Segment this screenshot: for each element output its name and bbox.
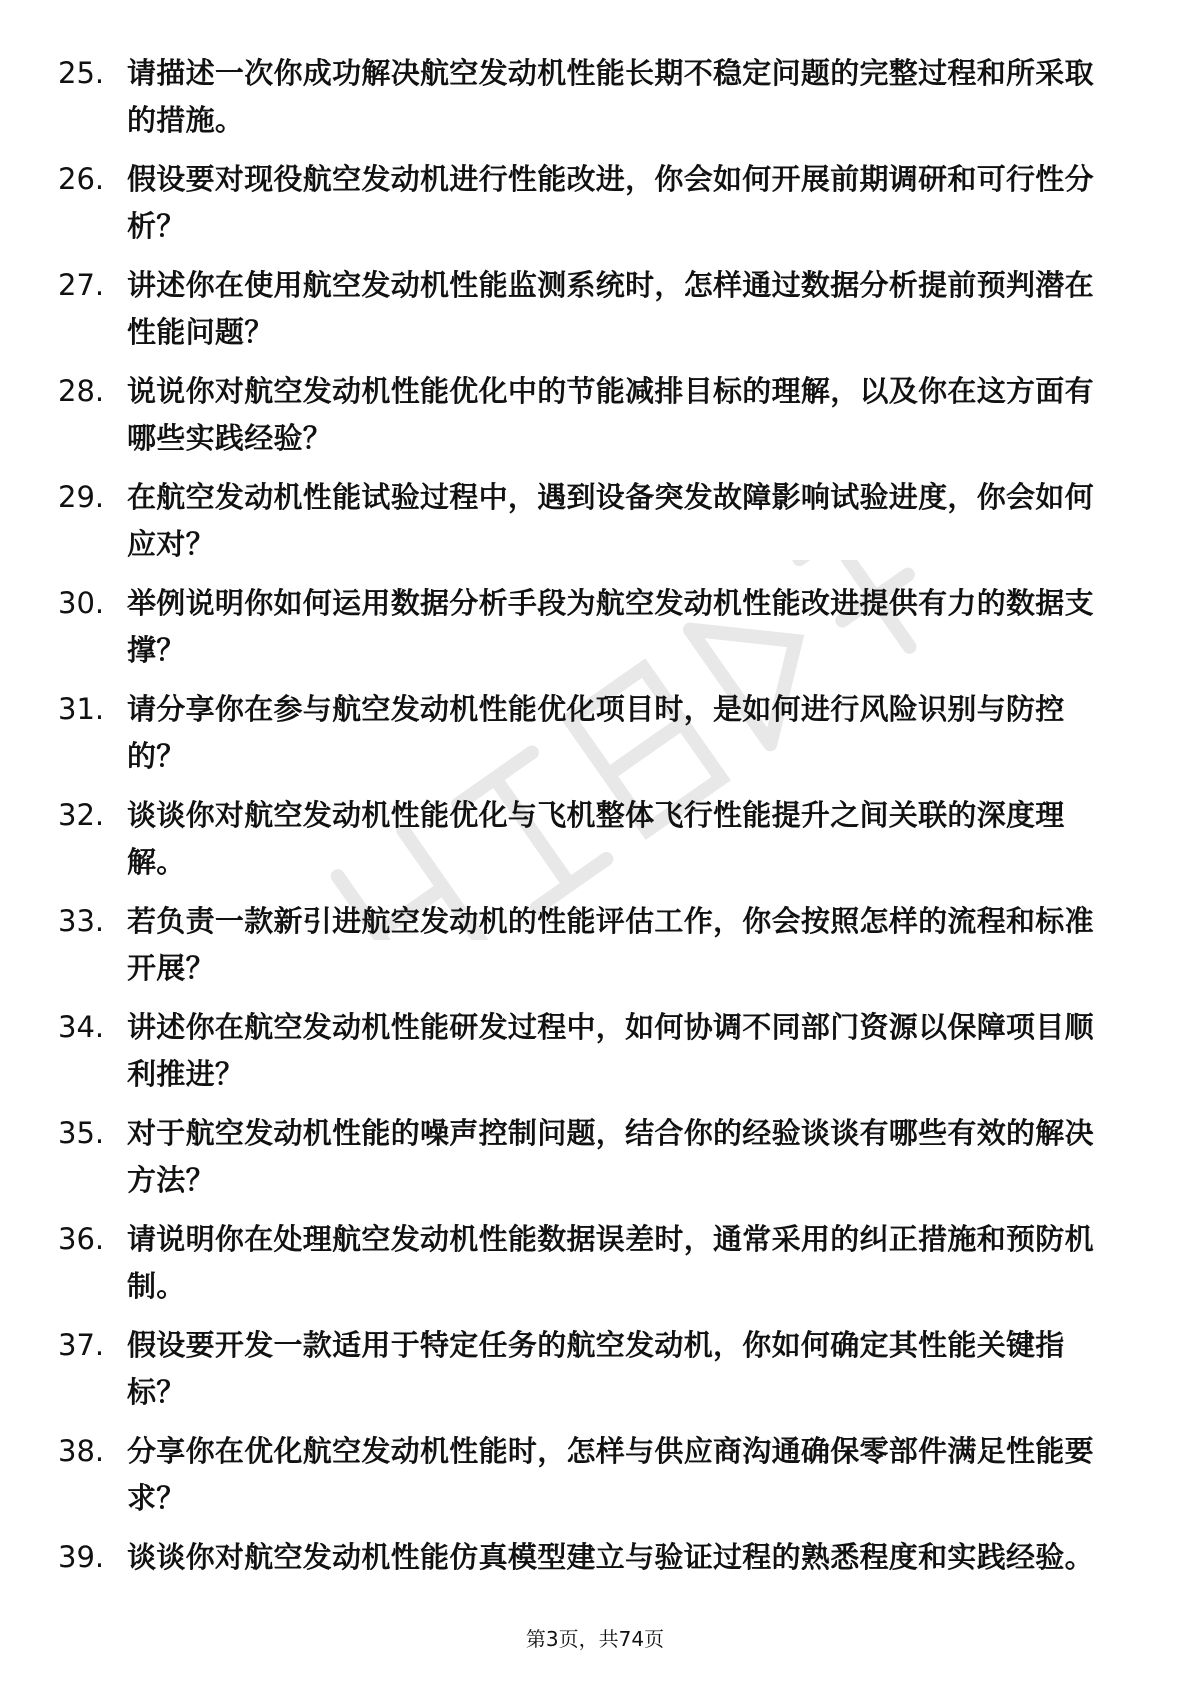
question-item	[58, 262, 1118, 356]
question-text: 请说明你在处理航空发动机性能数据误差时，通常采用的纠正措施和预防机制。	[127, 1222, 1094, 1303]
question-item	[58, 368, 1118, 462]
question-item	[58, 156, 1118, 250]
question-number: 32.	[58, 798, 105, 832]
question-item	[58, 1428, 1118, 1522]
question-number: 39.	[58, 1540, 105, 1574]
question-item	[58, 898, 1118, 992]
question-number: 26.	[58, 162, 105, 196]
question-number: 31.	[58, 692, 105, 726]
question-text: 若负责一款新引进航空发动机的性能评估工作，你会按照怎样的流程和标准开展？	[127, 904, 1094, 985]
question-list	[58, 50, 1118, 1593]
question-text: 谈谈你对航空发动机性能仿真模型建立与验证过程的熟悉程度和实践经验。	[127, 1540, 1094, 1574]
question-number: 29.	[58, 480, 105, 514]
question-number: 27.	[58, 268, 105, 302]
question-number: 28.	[58, 374, 105, 408]
question-text: 假设要对现役航空发动机进行性能改进，你会如何开展前期调研和可行性分析？	[127, 162, 1094, 243]
question-item	[58, 686, 1118, 780]
question-item	[58, 474, 1118, 568]
question-item	[58, 1534, 1118, 1581]
question-number: 37.	[58, 1328, 105, 1362]
question-text: 请描述一次你成功解决航空发动机性能长期不稳定问题的完整过程和所采取的措施。	[127, 56, 1094, 137]
question-text: 假设要开发一款适用于特定任务的航空发动机，你如何确定其性能关键指标？	[127, 1328, 1065, 1409]
question-text: 分享你在优化航空发动机性能时，怎样与供应商沟通确保零部件满足性能要求？	[127, 1434, 1094, 1515]
question-item	[58, 580, 1118, 674]
question-number: 35.	[58, 1116, 105, 1150]
question-text: 谈谈你对航空发动机性能优化与飞机整体飞行性能提升之间关联的深度理解。	[127, 798, 1065, 879]
question-text: 讲述你在使用航空发动机性能监测系统时，怎样通过数据分析提前预判潜在性能问题？	[127, 268, 1094, 349]
question-number: 33.	[58, 904, 105, 938]
question-text: 举例说明你如何运用数据分析手段为航空发动机性能改进提供有力的数据支撑？	[127, 586, 1094, 667]
question-number: 30.	[58, 586, 105, 620]
question-item	[58, 1004, 1118, 1098]
question-number: 36.	[58, 1222, 105, 1256]
question-text: 说说你对航空发动机性能优化中的节能减排目标的理解，以及你在这方面有哪些实践经验？	[127, 374, 1094, 455]
question-item	[58, 50, 1118, 144]
question-item	[58, 1216, 1118, 1310]
question-item	[58, 1110, 1118, 1204]
question-text: 对于航空发动机性能的噪声控制问题，结合你的经验谈谈有哪些有效的解决方法？	[127, 1116, 1094, 1197]
question-number: 38.	[58, 1434, 105, 1468]
question-text: 请分享你在参与航空发动机性能优化项目时，是如何进行风险识别与防控的？	[127, 692, 1065, 773]
question-item	[58, 792, 1118, 886]
question-item	[58, 1322, 1118, 1416]
page-number-footer: 第3页，共74页	[525, 1627, 665, 1651]
question-number: 25.	[58, 56, 105, 90]
question-text: 讲述你在航空发动机性能研发过程中，如何协调不同部门资源以保障项目顺利推进？	[127, 1010, 1094, 1091]
question-number: 34.	[58, 1010, 105, 1044]
question-text: 在航空发动机性能试验过程中，遇到设备突发故障影响试验进度，你会如何应对？	[127, 480, 1094, 561]
